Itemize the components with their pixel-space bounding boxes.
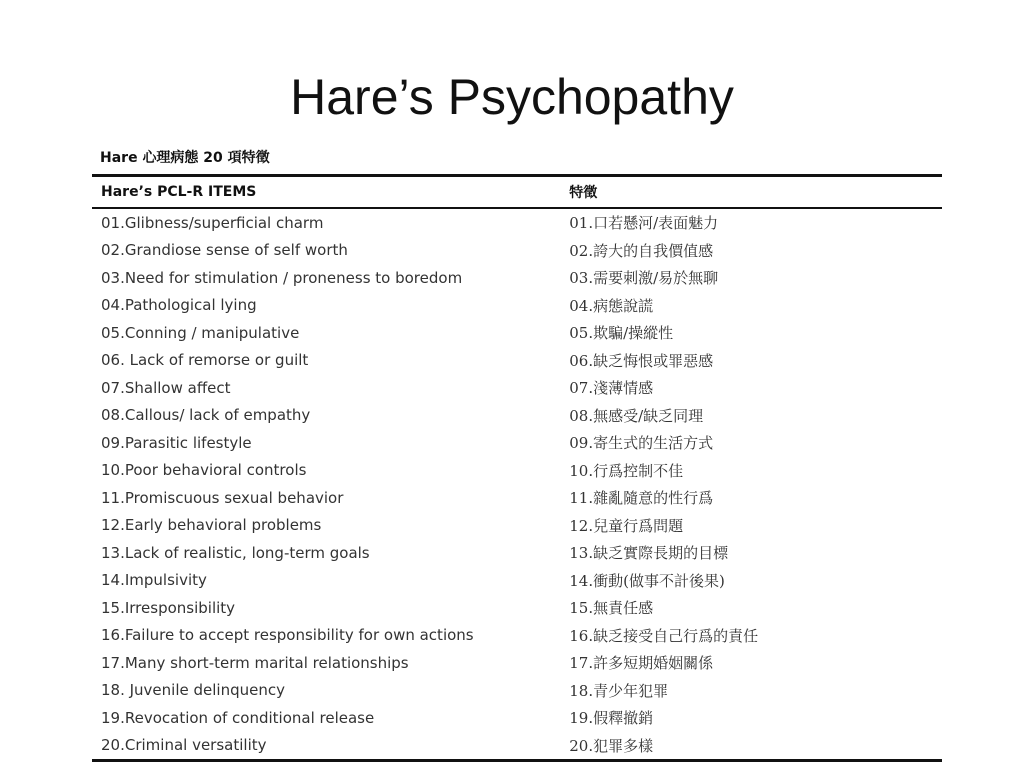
- item-en: 10.Poor behavioral controls: [101, 461, 307, 480]
- item-zh: 06.缺乏悔恨或罪惡感: [569, 351, 714, 370]
- item-zh: 19.假釋撤銷: [569, 709, 654, 728]
- item-en: 03.Need for stimulation / proneness to boredom: [101, 268, 463, 287]
- item-zh: 15.無責任感: [569, 599, 654, 618]
- table-row: [92, 347, 942, 375]
- table-row: [92, 484, 942, 512]
- item-zh: 09.寄生式的生活方式: [569, 434, 714, 453]
- table-row: [92, 402, 942, 430]
- item-zh: 18.青少年犯罪: [569, 681, 669, 700]
- item-en: 02.Grandiose sense of self worth: [101, 241, 348, 260]
- item-zh: 05.欺騙/操縱性: [569, 324, 674, 343]
- item-en: 04.Pathological lying: [101, 296, 257, 315]
- table-row: [92, 237, 942, 265]
- item-en: 17.Many short-term marital relationships: [101, 653, 409, 672]
- item-en: 07.Shallow affect: [101, 378, 231, 397]
- table-row: [92, 429, 942, 457]
- item-en: 16.Failure to accept responsibility for own actions: [101, 626, 474, 645]
- item-en: 09.Parasitic lifestyle: [101, 433, 252, 452]
- table-row: [92, 374, 942, 402]
- table-row: [92, 319, 942, 347]
- item-zh: 14.衝動(做事不計後果): [569, 571, 725, 590]
- table-row: [92, 457, 942, 485]
- item-zh: 01.口若懸河/表面魅力: [569, 214, 719, 233]
- item-zh: 07.淺薄情感: [569, 379, 654, 398]
- item-zh: 16.缺乏接受自己行爲的責任: [569, 626, 759, 645]
- item-en: 05.Conning / manipulative: [101, 323, 300, 342]
- table-row: [92, 622, 942, 650]
- item-zh: 12.兒童行爲問題: [569, 516, 684, 535]
- item-en: 06. Lack of remorse or guilt: [101, 351, 309, 370]
- item-zh: 20.犯罪多樣: [569, 736, 654, 755]
- item-en: 12.Early behavioral problems: [101, 516, 322, 535]
- header-traits-zh: 特徵: [560, 176, 942, 209]
- table-caption: Hare 心理病態 20 項特徵: [100, 150, 270, 166]
- table-row: [92, 264, 942, 292]
- item-en: 14.Impulsivity: [101, 571, 207, 590]
- table-row: [92, 567, 942, 595]
- item-en: 20.Criminal versatility: [101, 736, 267, 755]
- table-row: [92, 677, 942, 705]
- item-zh: 17.許多短期婚姻關係: [569, 654, 714, 673]
- table-header-row: [92, 176, 942, 209]
- item-zh: 03.需要刺激/易於無聊: [569, 269, 719, 288]
- item-en: 08.Callous/ lack of empathy: [101, 406, 311, 425]
- item-zh: 04.病態說謊: [569, 296, 654, 315]
- item-en: 11.Promiscuous sexual behavior: [101, 488, 344, 507]
- item-zh: 02.誇大的自我價值感: [569, 241, 714, 260]
- item-en: 01.Glibness/superficial charm: [101, 213, 324, 232]
- item-en: 18. Juvenile delinquency: [101, 681, 285, 700]
- item-en: 13.Lack of realistic, long-term goals: [101, 543, 370, 562]
- item-zh: 11.雜亂隨意的性行爲: [569, 489, 714, 508]
- item-en: 19.Revocation of conditional release: [101, 708, 375, 727]
- item-zh: 13.缺乏實際長期的目標: [569, 544, 729, 563]
- table-row: [92, 539, 942, 567]
- item-zh: 08.無感受/缺乏同理: [569, 406, 704, 425]
- table-row: [92, 292, 942, 320]
- table-row: [92, 512, 942, 540]
- slide-title: Hare’s Psychopathy: [290, 69, 734, 125]
- table-body: [92, 208, 942, 761]
- pcl-r-items-table: [92, 174, 942, 762]
- header-pcl-r-items: Hare’s PCL-R ITEMS: [92, 176, 560, 209]
- table-row: [92, 208, 942, 237]
- table-row: [92, 704, 942, 732]
- table-row: [92, 594, 942, 622]
- table-row: [92, 649, 942, 677]
- table-row: [92, 732, 942, 761]
- item-en: 15.Irresponsibility: [101, 598, 236, 617]
- item-zh: 10.行爲控制不佳: [569, 461, 684, 480]
